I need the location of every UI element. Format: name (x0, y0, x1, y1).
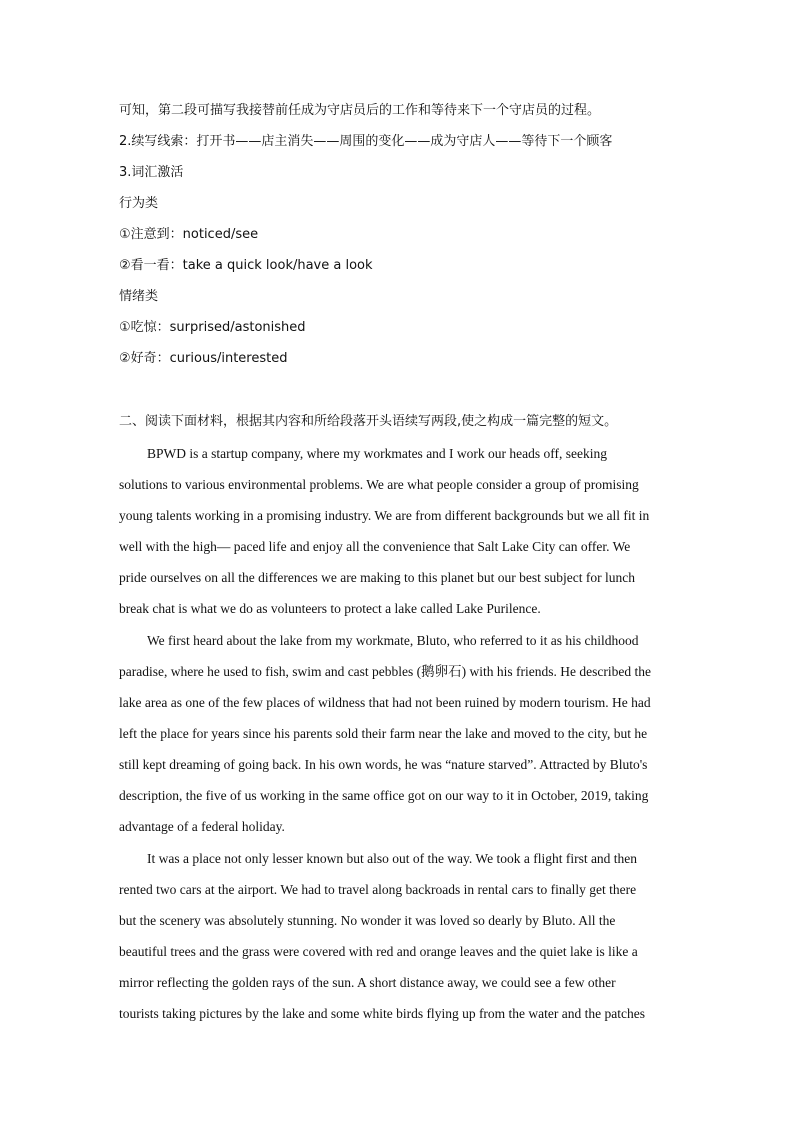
passage-line: still kept dreaming of going back. In his own words, he was “nature starved”. Attracted by Bluto's (119, 757, 648, 772)
category-emotion-label: 情绪类 (119, 289, 159, 304)
passage-line: young talents working in a promising industry. We are from different backgrounds but we all fit in (119, 508, 650, 523)
passage-line: It was a place not only lesser known but also out of the way. We took a flight first and then (147, 851, 638, 866)
passage-line: We first heard about the lake from my workmate, Bluto, who referred to it as his childhood (147, 633, 639, 648)
category-action-label: 行为类 (119, 196, 159, 211)
text-line-clues: 2.续写线索：打开书——店主消失——周围的变化——成为守店人——等待下一个顾客 (119, 134, 613, 149)
action-item-1: ①注意到：noticed/see (119, 227, 259, 242)
action-item-2: ②看一看：take a quick look/have a look (119, 258, 373, 273)
passage-line: advantage of a federal holiday. (119, 819, 285, 834)
section-two-heading: 二、阅读下面材料，根据其内容和所给段落开头语续写两段,使之构成一篇完整的短文。 (119, 414, 618, 429)
passage-line: pride ourselves on all the differences we are making to this planet but our best subject for lunch (119, 570, 635, 585)
passage-line: well with the high— paced life and enjoy all the convenience that Salt Lake City can offer. We (119, 539, 631, 554)
passage-line: mirror reflecting the golden rays of the sun. A short distance away, we could see a few other (119, 975, 616, 990)
passage-line: rented two cars at the airport. We had to travel along backroads in rental cars to finally get there (119, 882, 637, 897)
passage-line: lake area as one of the few places of wildness that had not been ruined by modern tourism. He had (119, 695, 651, 710)
passage-line: description, the five of us working in the same office got on our way to it in October, 2019, taking (119, 788, 649, 803)
passage-line: solutions to various environmental problems. We are what people consider a group of promising (119, 477, 639, 492)
passage-line: tourists taking pictures by the lake and some white birds flying up from the water and the patches (119, 1006, 645, 1021)
passage-line: left the place for years since his parents sold their farm near the lake and moved to the city, but he (119, 726, 648, 741)
text-line-intro: 可知，第二段可描写我接替前任成为守店员后的工作和等待来下一个守店员的过程。 (119, 103, 601, 118)
passage-line: break chat is what we do as volunteers to protect a lake called Lake Purilence. (119, 601, 541, 616)
text-line-vocab-heading: 3.词汇激活 (119, 165, 184, 180)
passage-line: but the scenery was absolutely stunning. No wonder it was loved so dearly by Bluto. All the (119, 913, 616, 928)
emotion-item-1: ①吃惊：surprised/astonished (119, 320, 306, 335)
passage-line: paradise, where he used to fish, swim and cast pebbles (鹅卵石) with his friends. He described the (119, 664, 651, 679)
emotion-item-2: ②好奇：curious/interested (119, 351, 288, 366)
passage-line: beautiful trees and the grass were covered with red and orange leaves and the quiet lake is like a (119, 944, 638, 959)
passage-line: BPWD is a startup company, where my workmates and I work our heads off, seeking (147, 446, 608, 461)
